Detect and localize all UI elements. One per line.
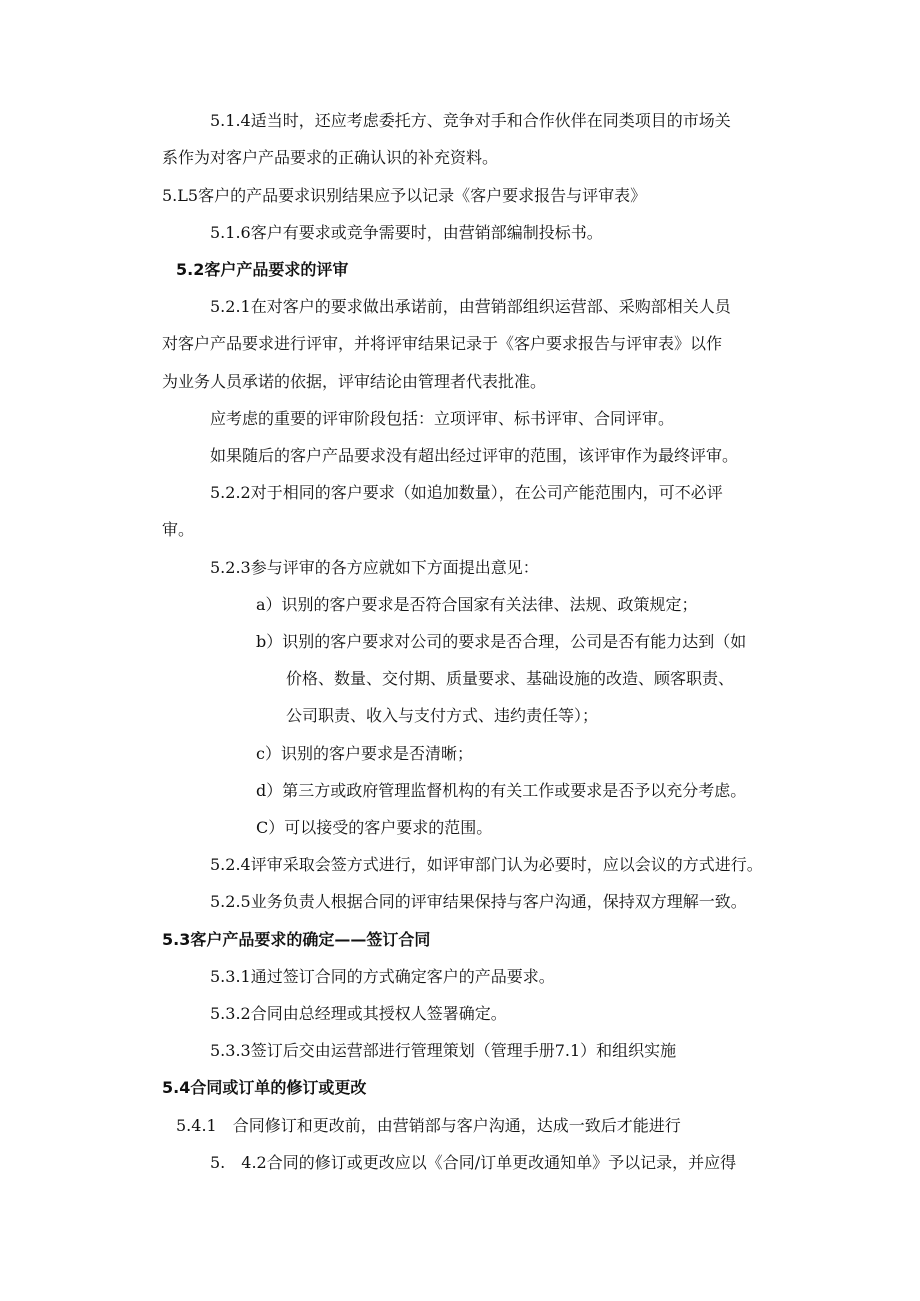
list-item-e: C）可以接受的客户要求的范围。 xyxy=(256,818,493,837)
heading-5-4: 5.4合同或订单的修订或更改 xyxy=(162,1078,367,1097)
list-item-c: c）识别的客户要求是否清晰； xyxy=(256,744,473,763)
heading-5-3: 5.3客户产品要求的确定——签订合同 xyxy=(162,930,431,949)
para-review-stages: 应考虑的重要的评审阶段包括：立项评审、标书评审、合同评审。 xyxy=(210,409,675,428)
para-5-2-5: 5.2.5业务负责人根据合同的评审结果保持与客户沟通，保持双方理解一致。 xyxy=(210,892,747,911)
list-item-a: a）识别的客户要求是否符合国家有关法律、法规、政策规定； xyxy=(256,595,698,614)
para-5-3-1: 5.3.1通过签订合同的方式确定客户的产品要求。 xyxy=(210,967,555,986)
para-5-2-2-cont: 审。 xyxy=(162,520,195,539)
para-5-2-1-cont: 对客户产品要求进行评审，并将评审结果记录于《客户要求报告与评审表》以作 xyxy=(162,334,723,353)
para-5-3-3: 5.3.3签订后交由运营部进行管理策划（管理手册7.1）和组织实施 xyxy=(210,1041,677,1060)
para-5-2-4: 5.2.4评审采取会签方式进行，如评审部门认为必要时，应以会议的方式进行。 xyxy=(210,855,763,874)
para-5-2-3: 5.2.3参与评审的各方应就如下方面提出意见： xyxy=(210,558,539,577)
heading-5-2: 5.2客户产品要求的评审 xyxy=(176,260,349,279)
para-final-review: 如果随后的客户产品要求没有超出经过评审的范围，该评审作为最终评审。 xyxy=(210,446,739,465)
para-5-2-2: 5.2.2对于相同的客户要求（如追加数量），在公司产能范围内，可不必评 xyxy=(210,483,723,502)
para-5-1-5: 5.L5客户的产品要求识别结果应予以记录《客户要求报告与评审表》 xyxy=(162,186,647,205)
para-5-1-4-cont: 系作为对客户产品要求的正确认识的补充资料。 xyxy=(162,148,499,167)
list-item-b: b）识别的客户要求对公司的要求是否合理，公司是否有能力达到（如 xyxy=(256,632,747,651)
para-5-3-2: 5.3.2合同由总经理或其授权人签署确定。 xyxy=(210,1004,507,1023)
list-item-b-cont2: 公司职责、收入与支付方式、违约责任等）； xyxy=(286,706,599,725)
para-5-1-6: 5.1.6客户有要求或竞争需要时，由营销部编制投标书。 xyxy=(210,223,603,242)
para-5-2-1: 5.2.1在对客户的要求做出承诺前，由营销部组织运营部、采购部相关人员 xyxy=(210,297,731,316)
para-5-2-1-cont2: 为业务人员承诺的依据，评审结论由管理者代表批准。 xyxy=(162,372,547,391)
para-5-4-1: 5.4.1 合同修订和更改前，由营销部与客户沟通，达成一致后才能进行 xyxy=(176,1116,681,1135)
list-item-b-cont: 价格、数量、交付期、质量要求、基础设施的改造、顾客职责、 xyxy=(286,669,735,688)
para-5-1-4: 5.1.4适当时，还应考虑委托方、竞争对手和合作伙伴在同类项目的市场关 xyxy=(210,111,731,130)
list-item-d: d）第三方或政府管理监督机构的有关工作或要求是否予以充分考虑。 xyxy=(256,781,747,800)
para-5-4-2: 5. 4.2合同的修订或更改应以《合同/订单更改通知单》予以记录，并应得 xyxy=(210,1153,737,1172)
